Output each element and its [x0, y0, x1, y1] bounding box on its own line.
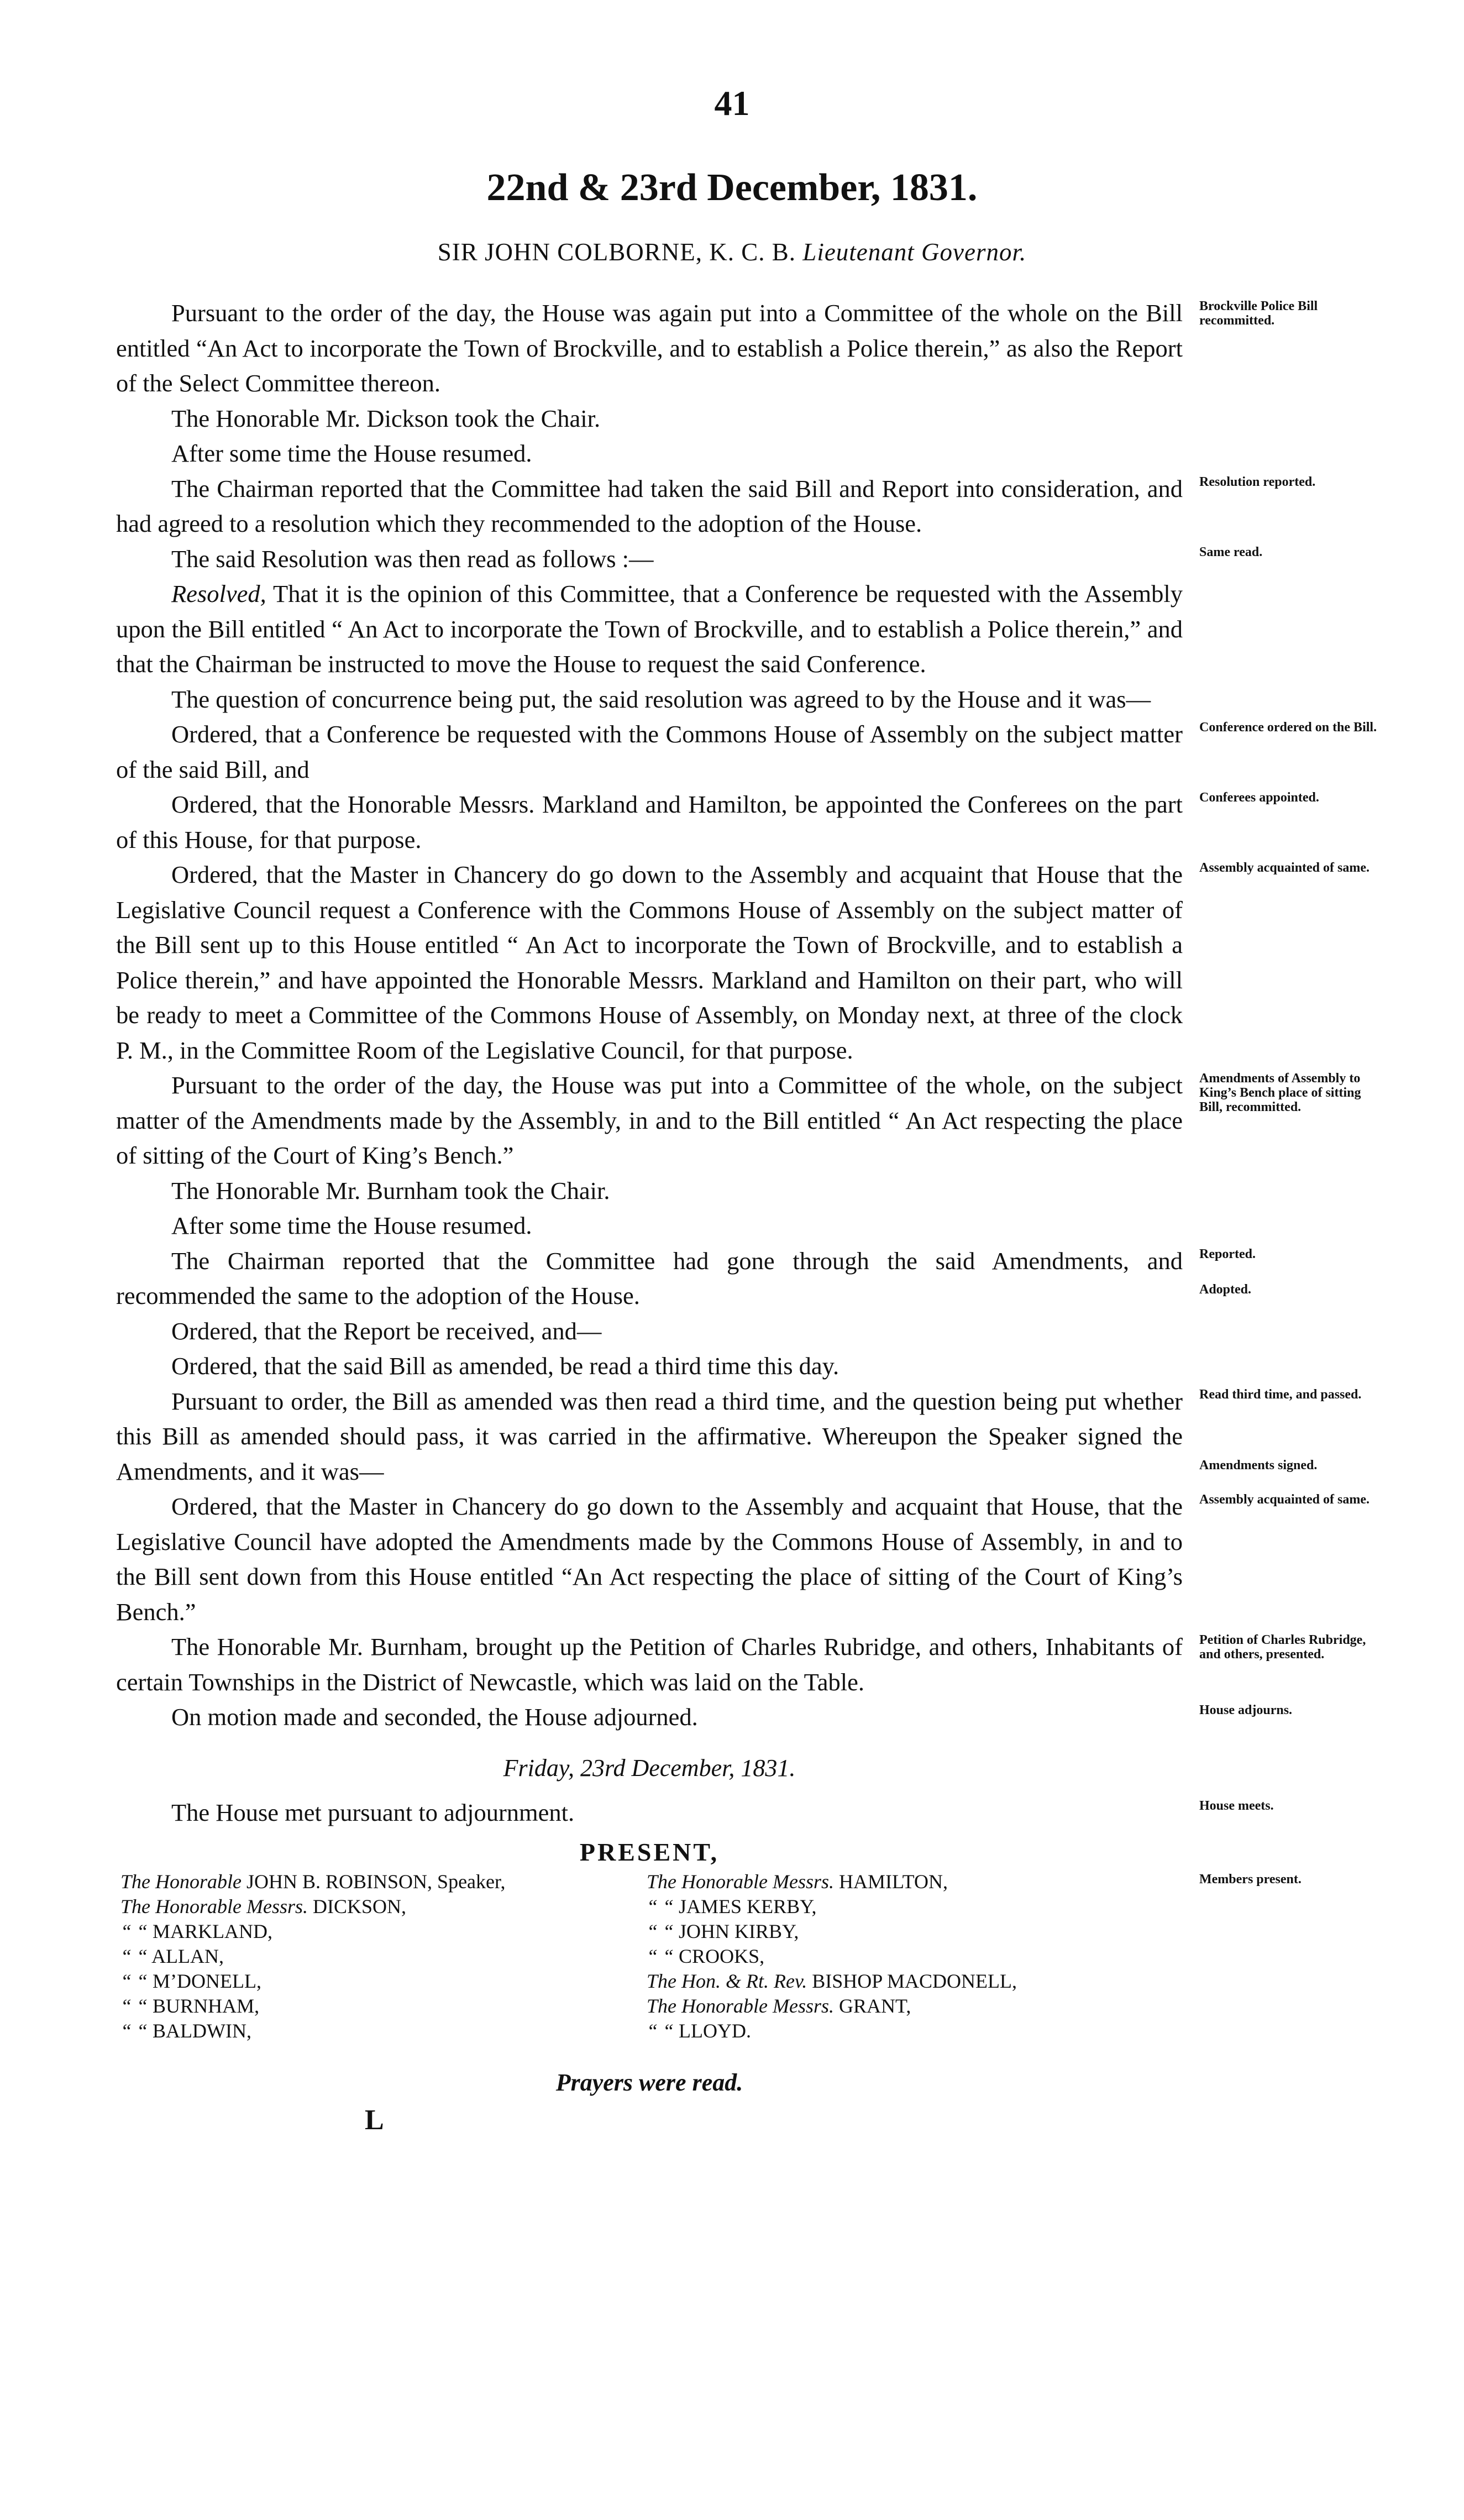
house-met [116, 1795, 1274, 1831]
house-met-text: The House met pursuant to adjournment. [171, 1798, 575, 1826]
paragraph [116, 1173, 1183, 1209]
member-name: HAMILTON, [839, 1871, 948, 1893]
members-list [116, 1870, 1302, 2044]
paragraph-text: Ordered, that the Master in Chancery do go down to the Assembly and acquaint that House that the Legislative Council request a Conference with the Commons House of Assembly on the subject matter of the Bill sent up to this House entitled “ An Act to incorporate the Town of Brockville, and to establish a Police therein,” and have appointed the Honorable Messrs. Markland and Hamilton on their part, who will be ready to meet a Committee of the Commons House of Assembly, on Monday next, at three of the clock P. M., in the Committee Room of the Legislative Council, for that purpose. [116, 861, 1183, 1064]
paragraph-text: The Chairman reported that the Committee had taken the said Bill and Report into consideration, and had agreed to a resolution which they recommended to the adoption of the House. [116, 474, 1183, 537]
member-row [116, 1969, 1183, 1994]
governor-title: Lieutenant Governor. [802, 238, 1027, 266]
prayers-line: Prayers were read. [555, 2069, 743, 2096]
member-prefix: “ “ [120, 1970, 148, 1992]
paragraph-text: The Honorable Mr. Burnham, brought up the Petition of Charles Rubridge, and others, Inhabitants of certain Townships in the District of Newcastle, which was laid on the Table. [116, 1633, 1183, 1696]
member-prefix: “ “ [647, 1895, 674, 1917]
friday-heading: Friday, 23rd December, 1831. [503, 1754, 796, 1782]
member-prefix: “ “ [647, 2020, 674, 2042]
member-name: BISHOP MACDONELL, [812, 1970, 1017, 1992]
paragraph-text: The said Resolution was then read as follows :— [171, 544, 654, 573]
member-prefix: “ “ [647, 1920, 674, 1942]
member-name: ALLAN, [151, 1945, 224, 1967]
paragraph [116, 1208, 1183, 1244]
margin-note: Brockville Police Bill recommitted. [1199, 299, 1318, 328]
margin-note: Reported. [1199, 1246, 1256, 1261]
member-prefix: The Honorable Messrs. [647, 1871, 834, 1893]
paragraph-text: The question of concurrence being put, the said resolution was agreed to by the House and it was— [171, 685, 1151, 713]
margin-note: House adjourns. [1199, 1703, 1293, 1717]
margin-note: Resolution reported. [1199, 474, 1316, 489]
paragraph [116, 577, 1183, 682]
paragraph-lead: Resolved, [171, 580, 266, 607]
member-row [116, 1945, 1183, 1969]
member-name: LLOYD. [679, 2020, 752, 2042]
paragraph [116, 717, 1377, 787]
margin-note: Conferees appointed. [1199, 790, 1319, 805]
margin-note: Same read. [1199, 544, 1263, 559]
paragraph-text: Ordered, that the said Bill as amended, be read a third time this day. [171, 1352, 839, 1380]
member-row [116, 1895, 1183, 1920]
member-prefix: “ “ [647, 1945, 674, 1967]
paragraph-text: Pursuant to the order of the day, the House was put into a Committee of the whole, on the subject matter of the Amendments made by the Assembly, in and to the Bill entitled “ An Act respecting the place of sitting of the Court of King’s Bench.” [116, 1071, 1183, 1169]
paragraph [116, 1630, 1366, 1700]
paragraph [116, 436, 1183, 471]
paragraph-text: Pursuant to the order of the day, the House was again put into a Committee of the whole on the Bill entitled “An Act to incorporate the Town of Brockville, and to establish a Police therein,” as also the Report of the Select Committee thereon. [116, 299, 1183, 397]
paragraph [116, 401, 1183, 437]
member-prefix: The Honorable [120, 1871, 242, 1893]
margin-note: Assembly acquainted of same. [1199, 861, 1370, 875]
paragraph-text: The Chairman reported that the Committee had gone through the said Amendments, and recommended the same to the adoption of the House. [116, 1246, 1183, 1309]
margin-note: Amendments of Assembly to King’s Bench place of sitting Bill, recommitted. [1199, 1071, 1361, 1114]
margin-note: Members present. [1199, 1872, 1302, 1887]
paragraph [116, 471, 1316, 542]
margin-note: Assembly acquainted of same. [1199, 1492, 1370, 1507]
paragraph [116, 857, 1370, 1068]
paragraph [116, 1244, 1256, 1314]
member-prefix: The Hon. & Rt. Rev. [647, 1970, 807, 1992]
paragraph [116, 1314, 1183, 1349]
paragraph-text: Ordered, that the Report be received, and— [171, 1317, 602, 1345]
margin-note: Amendments signed. [1199, 1458, 1318, 1473]
member-prefix: “ “ [120, 1920, 148, 1942]
paragraph [116, 296, 1318, 401]
member-prefix: “ “ [120, 1995, 148, 2017]
paragraph-text: The Honorable Mr. Dickson took the Chair. [171, 404, 601, 432]
member-row [116, 2019, 1183, 2044]
member-prefix: “ “ [120, 1945, 148, 1967]
paragraph-text: After some time the House resumed. [171, 1212, 532, 1239]
journal-body [116, 296, 1377, 2136]
member-name: JOHN KIRBY, [679, 1920, 799, 1942]
paragraph [116, 1349, 1183, 1384]
paragraph-text: On motion made and seconded, the House adjourned. [171, 1703, 698, 1731]
page-number: 41 [714, 83, 750, 123]
member-name: DICKSON, [313, 1895, 407, 1917]
paragraph [116, 542, 1263, 577]
paragraph [116, 1068, 1361, 1173]
paragraph-text: Ordered, that the Master in Chancery do go down to the Assembly and acquaint that House, that the Legislative Council have adopted the Amendments made by the Commons House of Assembly, in and to the Bill sent down from this House entitled “An Act respecting the place of sitting of the Court of King’s Bench.” [116, 1492, 1183, 1626]
member-row [116, 1920, 1183, 1945]
member-name: M’DONELL, [153, 1970, 262, 1992]
paragraph-text: That it is the opinion of this Committee, that a Conference be requested with the Assembly upon the Bill entitled “ An Act to incorporate the Town of Brockville, and to establish a Police therein,” and that the Chairman be instructed to move the House to request the said Conference. [116, 580, 1183, 678]
signature-mark: L [365, 2104, 384, 2136]
governor-name: SIR JOHN COLBORNE, K. C. B. [437, 238, 796, 266]
paragraph-text: Ordered, that the Honorable Messrs. Markland and Hamilton, be appointed the Conferees on the part of this House, for that purpose. [116, 790, 1183, 853]
member-prefix: The Honorable Messrs. [647, 1995, 834, 2017]
paragraph [116, 1700, 1293, 1735]
margin-note: Adopted. [1199, 1282, 1252, 1297]
member-name: BURNHAM, [153, 1995, 260, 2017]
member-name: JOHN B. ROBINSON, Speaker, [246, 1871, 506, 1893]
paragraph-text: After some time the House resumed. [171, 439, 532, 467]
paragraph [116, 1384, 1362, 1490]
margin-note: Conference ordered on the Bill. [1199, 720, 1377, 735]
member-name: GRANT, [839, 1995, 911, 2017]
paragraph [116, 1489, 1370, 1630]
member-prefix: “ “ [120, 2020, 148, 2042]
paragraph [116, 682, 1183, 717]
member-name: BALDWIN, [153, 2020, 252, 2042]
member-prefix: The Honorable Messrs. [120, 1895, 308, 1917]
margin-note: House meets. [1199, 1798, 1274, 1813]
paragraph-text: Pursuant to order, the Bill as amended was then read a third time, and the question being put whether this Bill as amended should pass, it was carried in the affirmative. Whereupon the Speaker signed the Amendments, and it was— [116, 1387, 1183, 1485]
paragraph [116, 787, 1319, 857]
member-row [116, 1994, 1183, 2019]
margin-note: Petition of Charles Rubridge, and others, presented. [1199, 1633, 1366, 1662]
member-row [116, 1870, 1183, 1895]
member-name: JAMES KERBY, [679, 1895, 817, 1917]
member-name: MARKLAND, [153, 1920, 273, 1942]
present-title: PRESENT, [579, 1838, 720, 1866]
member-name: CROOKS, [679, 1945, 765, 1967]
governor-line [0, 238, 1464, 266]
margin-note: Read third time, and passed. [1199, 1387, 1362, 1402]
paragraph-text: The Honorable Mr. Burnham took the Chair. [171, 1176, 610, 1204]
date-heading: 22nd & 23rd December, 1831. [486, 166, 978, 209]
paragraph-text: Ordered, that a Conference be requested with the Commons House of Assembly on the subject matter of the said Bill, and [116, 720, 1183, 783]
